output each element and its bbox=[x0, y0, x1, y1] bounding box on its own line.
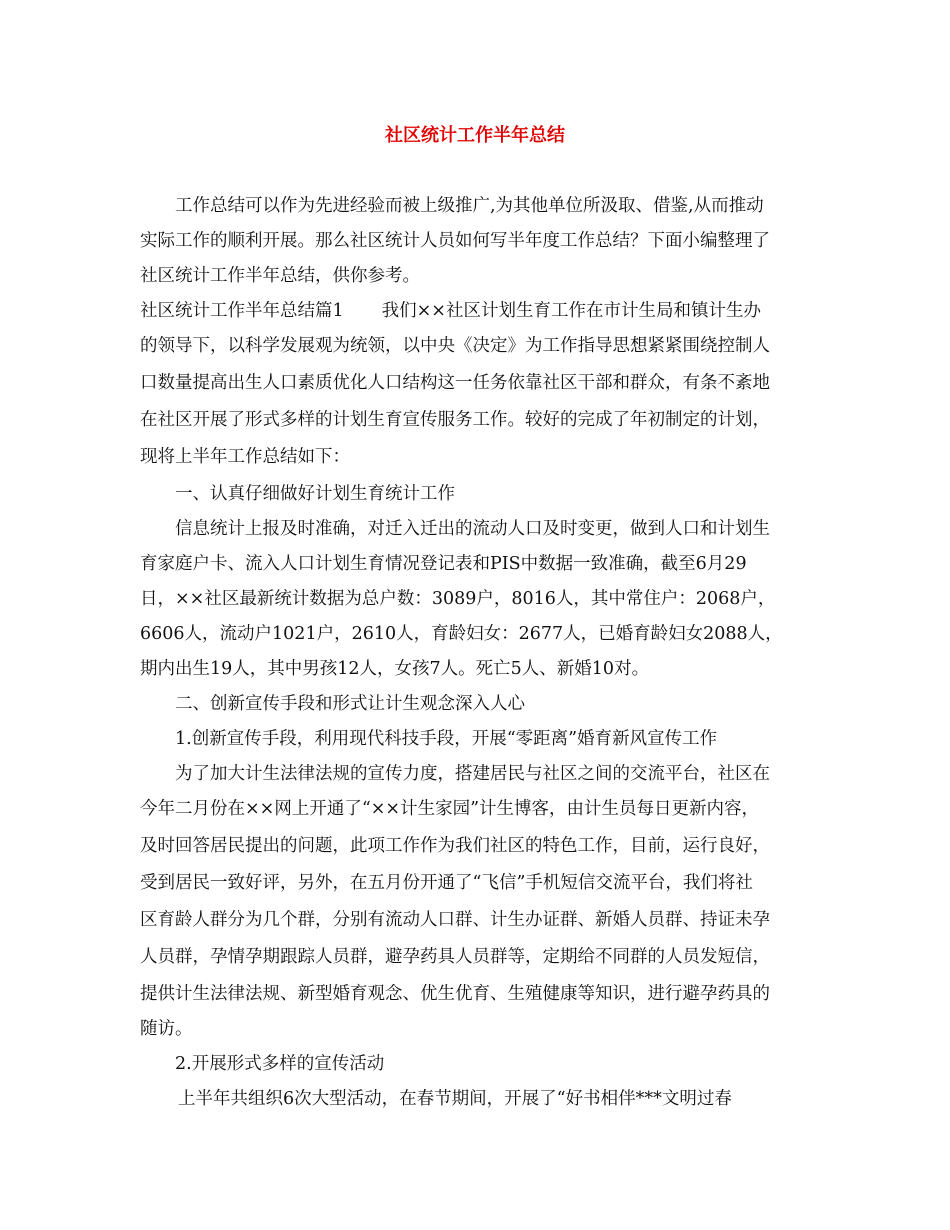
section-heading-line bbox=[140, 298, 830, 324]
paragraph-line: 信息统计上报及时准确，对迁入迁出的流动人口及时变更，做到人口和计划生 bbox=[175, 519, 770, 539]
paragraph-line: 及时回答居民提出的问题，此项工作作为我们社区的特色工作，目前，运行良好， bbox=[140, 836, 770, 856]
paragraph-line: 口数量提高出生人口素质优化人口结构这一任务依靠社区干部和群众，有条不紊地 bbox=[140, 373, 770, 393]
paragraph-line: 区育龄人群分为几个群，分别有流动人口群、计生办证群、新婚人员群、持证未孕 bbox=[140, 910, 770, 930]
paragraph-line: 现将上半年工作总结如下： bbox=[140, 447, 350, 467]
section-heading: 二、创新宣传手段和形式让计生观念深入人心 bbox=[175, 694, 525, 714]
paragraph-line: 在社区开展了形式多样的计划生育宣传服务工作。较好的完成了年初制定的计划， bbox=[140, 410, 770, 430]
paragraph-line: 社区统计工作半年总结，供你参考。 bbox=[140, 266, 420, 286]
paragraph-line: 随访。 bbox=[140, 1019, 193, 1039]
document-title: 社区统计工作半年总结 bbox=[385, 125, 565, 146]
paragraph-line: 提供计生法律法规、新型婚育观念、优生优育、生殖健康等知识，进行避孕药具的 bbox=[140, 984, 770, 1004]
paragraph-line: 受到居民一致好评，另外，在五月份开通了“飞信”手机短信交流平台，我们将社 bbox=[140, 873, 753, 893]
paragraph-text: 我们××社区计划生育工作在市计生局和镇计生办 bbox=[381, 301, 761, 321]
paragraph-line: 人员群，孕情孕期跟踪人员群，避孕药具人员群等，定期给不同群的人员发短信， bbox=[140, 947, 770, 967]
subsection-heading: 1.创新宣传手段，利用现代科技手段，开展“零距离”婚育新风宣传工作 bbox=[175, 729, 718, 749]
paragraph-line: 实际工作的顺利开展。那么社区统计人员如何写半年度工作总结？下面小编整理了 bbox=[140, 231, 770, 251]
paragraph-line: 的领导下，以科学发展观为统领，以中央《决定》为工作指导思想紧紧围绕控制人 bbox=[140, 336, 770, 356]
paragraph-line: 上半年共组织6次大型活动，在春节期间，开展了“好书相伴***文明过春 bbox=[178, 1089, 732, 1109]
section-heading: 一、认真仔细做好计划生育统计工作 bbox=[175, 484, 455, 504]
paragraph-line: 育家庭户卡、流入人口计划生育情况登记表和PIS中数据一致准确，截至6月29 bbox=[140, 554, 747, 574]
section-heading: 社区统计工作半年总结篇1 bbox=[140, 301, 344, 321]
paragraph-line: 工作总结可以作为先进经验而被上级推广,为其他单位所汲取、借鉴,从而推动 bbox=[175, 196, 764, 216]
paragraph-line: 今年二月份在××网上开通了“××计生家园”计生博客，由计生员每日更新内容， bbox=[140, 799, 760, 819]
paragraph-line: 日，××社区最新统计数据为总户数：3089户，8016人，其中常住户：2068户， bbox=[140, 589, 776, 609]
subsection-heading: 2.开展形式多样的宣传活动 bbox=[175, 1054, 385, 1074]
paragraph-line: 6606人，流动户1021户，2610人，育龄妇女：2677人，已婚育龄妇女2088人， bbox=[140, 624, 783, 644]
paragraph-line: 为了加大计生法律法规的宣传力度，搭建居民与社区之间的交流平台，社区在 bbox=[175, 764, 770, 784]
paragraph-line: 期内出生19人，其中男孩12人，女孩7人。死亡5人、新婚10对。 bbox=[140, 659, 650, 679]
